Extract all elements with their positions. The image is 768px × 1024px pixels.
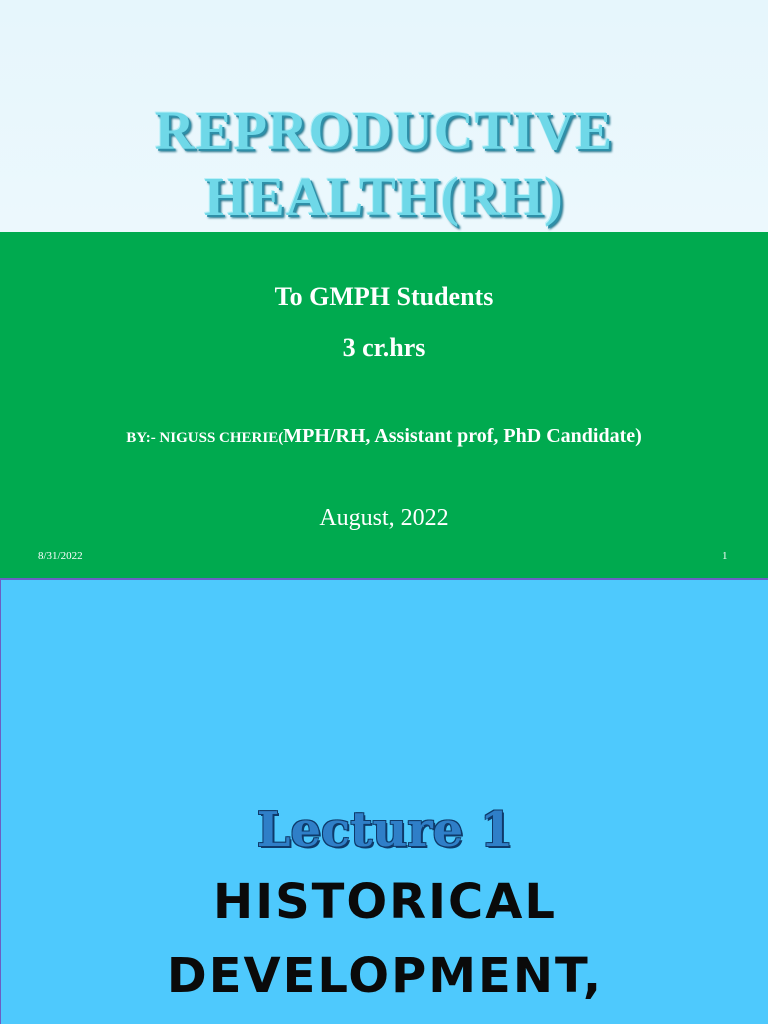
presentation-date: August, 2022 <box>319 505 449 531</box>
slide-title <box>0 98 768 230</box>
author-byline <box>0 425 768 448</box>
slide-title-line-2: HEALTH(RH) <box>204 166 564 227</box>
slide-title-line-1: REPRODUCTIVE <box>154 100 614 161</box>
audience-text: To GMPH Students <box>274 282 494 311</box>
topic-line-1: HISTORICAL <box>213 874 557 930</box>
lecture-heading: Lecture 1 <box>256 802 514 858</box>
slide-2 <box>0 578 768 1024</box>
credit-hours-text: 3 cr.hrs <box>342 333 426 362</box>
topic-line-2: DEVELOPMENT, <box>166 948 604 1004</box>
footer-date: 8/31/2022 <box>38 550 83 562</box>
byline-prefix: BY:- NIGUSS CHERIE( <box>126 430 284 446</box>
footer-page-number: 1 <box>722 550 728 562</box>
byline-credentials: MPH/RH, Assistant prof, PhD Candidate) <box>283 425 642 447</box>
